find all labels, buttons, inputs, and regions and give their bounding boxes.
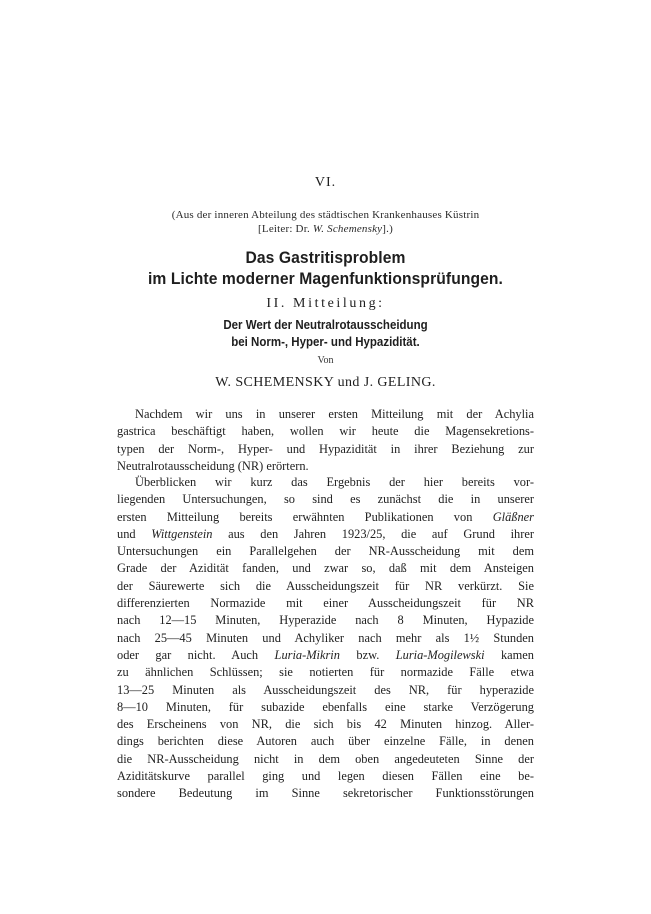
article-title-line-1: Das Gastritisproblem (245, 248, 406, 267)
part-heading: II. Mitteilung: (266, 296, 385, 311)
text-run: und (117, 526, 152, 541)
cited-author: Gläßner (492, 509, 534, 524)
text-line: 13—25 Minuten als Ausscheidungszeit des NR, für hyperazide (117, 682, 534, 697)
paragraph-2 (117, 474, 534, 803)
text-run: ersten Mitteilung bereits erwähnten Publikationen von (117, 509, 493, 524)
subtitle-line-1: Der Wert der Neutralrotausscheidung (223, 318, 428, 332)
text-line: nach 25—45 Minuten und Achyliker nach mehr als 1½ Stunden (117, 630, 534, 645)
text-line: dings berichten diese Autoren auch über einzelne Fälle, in denen (117, 734, 534, 749)
text-line (117, 647, 534, 664)
text-line: die NR-Ausscheidung nicht in dem oben angedeuteten Sinne der (117, 751, 534, 766)
text-line: gastrica beschäftigt haben, wollen wir heute die Magensekretions- (117, 424, 534, 439)
text-line (117, 526, 534, 543)
text-line: nach 12—15 Minuten, Hyperazide nach 8 Minuten, Hypazide (117, 613, 534, 628)
text-line: Untersuchungen ein Parallelgehen der NR-Ausscheidung mit dem (117, 544, 534, 559)
text-run: oder gar nicht. Auch (117, 647, 275, 662)
cited-author: Wittgenstein (151, 526, 213, 541)
subtitle-line-2: bei Norm-, Hyper- und Hypazidität. (231, 335, 420, 349)
cited-author: Luria-Mikrin (274, 647, 340, 662)
affiliation-head-name: W. Schemensky (312, 223, 383, 235)
text-line (117, 509, 534, 526)
text-line: differenzierten Normazide mit einer Ausscheidungszeit für NR (117, 596, 534, 611)
affiliation-line-2 (0, 223, 651, 235)
authors: W. SCHEMENSKY und J. GELING. (215, 375, 436, 390)
affiliation-suffix: ].) (382, 223, 393, 235)
affiliation-line-1: (Aus der inneren Abteilung des städtischen Krankenhauses Küstrin (171, 209, 480, 221)
text-line: zu ähnlichen Schlüssen; sie notierten für normazide Fälle etwa (117, 665, 534, 680)
text-line: Überblicken wir kurz das Ergebnis der hier bereits vor- (135, 475, 534, 489)
text-line: Aziditätskurve parallel ging und legen diesen Fällen eine be- (117, 769, 534, 784)
affiliation-prefix: [Leiter: Dr. (258, 223, 313, 235)
text-line: der Säurewerte sich die Ausscheidungszeit für NR verkürzt. Sie (117, 578, 534, 593)
text-line: liegenden Untersuchungen, so sind es zunächst die in unserer (117, 492, 534, 507)
text-line: typen der Norm-, Hyper- und Hypazidität in ihrer Beziehung zur (117, 441, 534, 456)
paragraph-1 (117, 406, 534, 475)
article-title-line-2: im Lichte moderner Magenfunktionsprüfungen. (147, 269, 504, 288)
text-line: Nachdem wir uns in unserer ersten Mitteilung mit der Achylia (135, 407, 534, 421)
text-line: Neutralrotausscheidung (NR) erörtern. (117, 458, 309, 473)
text-line: 8—10 Minuten, für subazide ebenfalls eine starke Verzögerung (117, 699, 534, 714)
text-run: kamen (484, 647, 534, 662)
byline-von: Von (317, 355, 334, 366)
text-line: des Erscheinens von NR, die sich bis 42 Minuten hinzog. Aller- (117, 717, 534, 732)
text-run: bzw. (339, 647, 396, 662)
text-line: sondere Bedeutung im Sinne sekretorischer Funktionsstörungen (117, 786, 534, 801)
cited-author: Luria-Mogilewski (395, 647, 485, 662)
text-line: Grade der Azidität fanden, und zwar so, daß mit dem Ansteigen (117, 561, 534, 576)
article-number: VI. (314, 175, 337, 190)
text-run: aus den Jahren 1923/25, die auf Grund ihrer (212, 526, 534, 541)
